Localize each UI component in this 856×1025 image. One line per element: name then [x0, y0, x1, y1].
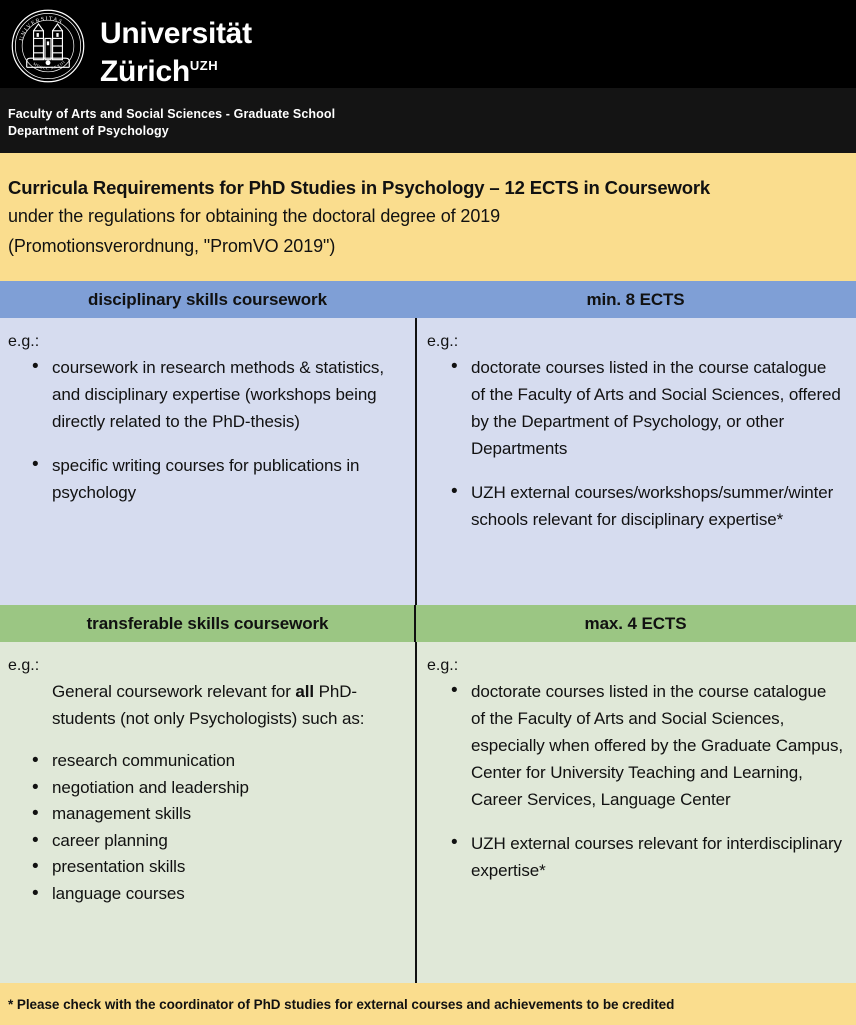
list-item: • doctorate courses listed in the course catalogue of the Faculty of Arts and Social Sciences, especially when offered by the Graduate Campus, Center for University Teaching and Learning, Career Services, Language Center	[427, 678, 844, 813]
transferable-left-column	[0, 642, 415, 983]
section-ects-transferable: max. 4 ECTS	[584, 613, 687, 633]
svg-text:MDCCC XXXIII: MDCCC XXXIII	[32, 59, 67, 71]
section-ects-disciplinary: min. 8 ECTS	[586, 289, 685, 309]
brand-header	[0, 0, 856, 88]
title-subline-1: under the regulations for obtaining the doctoral degree of 2019	[8, 206, 501, 226]
disciplinary-left-list	[8, 354, 403, 506]
intro-after-bold: PhD-students (not only Psychologists) such as:	[52, 682, 365, 728]
faculty-line: Faculty of Arts and Social Sciences - Graduate School	[8, 107, 336, 121]
seal-text-top: UNIVERSITAS	[18, 16, 64, 42]
disciplinary-right-column	[415, 318, 856, 605]
list-item: • UZH external courses/workshops/summer/winter schools relevant for disciplinary expertise*	[427, 479, 844, 533]
wordmark-superscript: UZH	[189, 58, 219, 73]
footnote-text: * Please check with the coordinator of PhD studies for external courses and achievements to be credited	[8, 996, 675, 1012]
eg-label: e.g.:	[8, 657, 40, 674]
disciplinary-right-list	[427, 354, 844, 533]
list-item: • doctorate courses listed in the course catalogue of the Faculty of Arts and Social Sciences, offered by the Department of Psychology, or other Departments	[427, 354, 844, 462]
wordmark-line-1: Universität	[100, 17, 252, 50]
list-item: • specific writing courses for publications in psychology	[8, 452, 403, 506]
section-header-disciplinary	[0, 281, 856, 318]
unit-header	[0, 88, 856, 153]
section-body-transferable	[0, 642, 856, 983]
list-item: • management skills	[8, 801, 403, 828]
eg-label: e.g.:	[427, 333, 459, 350]
uzh-wordmark	[100, 18, 252, 88]
section-body-disciplinary	[0, 318, 856, 605]
eg-label: e.g.:	[427, 657, 459, 674]
spacer	[8, 732, 403, 748]
section-header-transferable	[0, 605, 856, 642]
list-item: • presentation skills	[8, 854, 403, 881]
disciplinary-left-column	[0, 318, 415, 605]
uzh-seal-icon	[10, 8, 86, 84]
department-line: Department of Psychology	[8, 124, 169, 138]
transferable-right-column	[415, 642, 856, 983]
transferable-right-list	[427, 678, 844, 884]
footer-note-band	[0, 983, 856, 1025]
list-item: • research communication	[8, 748, 403, 775]
list-item: • coursework in research methods & statistics, and disciplinary expertise (workshops being directly related to the PhD-thesis)	[8, 354, 403, 435]
list-item: • language courses	[8, 881, 403, 908]
intro-bold: all	[295, 682, 315, 701]
list-item: • UZH external courses relevant for interdisciplinary expertise*	[427, 830, 844, 884]
wordmark-line-2: Zürich	[100, 55, 190, 88]
list-item: • career planning	[8, 828, 403, 855]
list-item: • negotiation and leadership	[8, 775, 403, 802]
transferable-left-list	[8, 748, 403, 907]
title-subline-2: (Promotionsverordnung, "PromVO 2019")	[8, 236, 336, 256]
eg-label: e.g.:	[8, 333, 40, 350]
intro-before-bold: General coursework relevant for	[52, 682, 296, 701]
column-divider-blue-gap	[414, 605, 416, 642]
section-title-transferable: transferable skills coursework	[86, 613, 329, 633]
section-title-disciplinary: disciplinary skills coursework	[88, 289, 327, 309]
transferable-intro-text	[8, 678, 403, 732]
wordmark-line-2-wrap	[100, 50, 252, 88]
title-banner	[0, 153, 856, 281]
page-title: Curricula Requirements for PhD Studies in Psychology – 12 ECTS in Coursework	[8, 177, 711, 198]
